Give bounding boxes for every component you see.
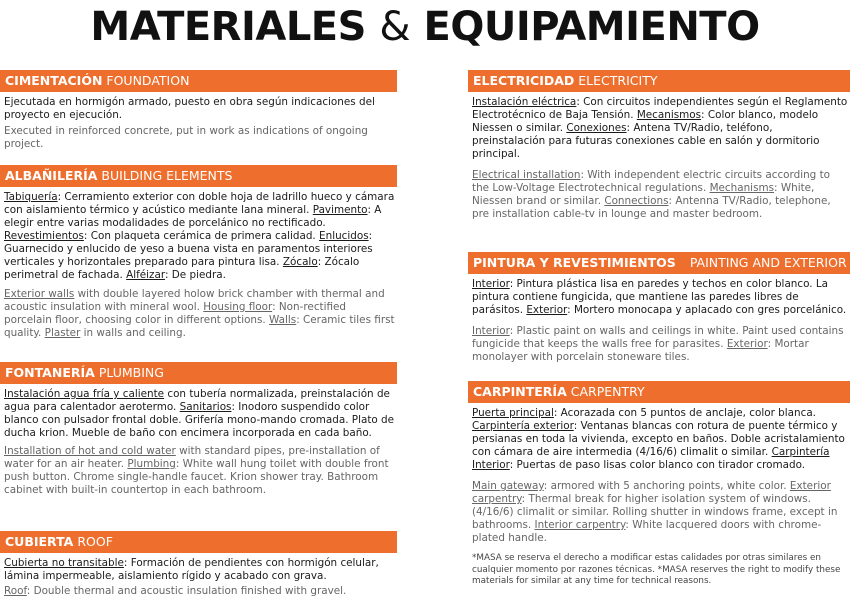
item-label: Interior carpentry (534, 519, 626, 531)
item-label: Cubierta no transitable (4, 557, 124, 569)
section-header-cubierta: CUBIERTA ROOF (0, 531, 397, 553)
item-label: Main gateway (472, 480, 544, 492)
title-part-1: MATERIALES (90, 4, 366, 50)
item-text: : Mortar monolayer with porcelain stoneware tiles. (472, 338, 809, 363)
item-label: Interior (472, 325, 510, 337)
item-text: with double layered holow brick chamber with thermal and acoustic insulation with mineral wool. (4, 288, 385, 313)
cubierta-text-en (0, 585, 397, 598)
item-text: : Antena TV/Radio, teléfono, preinstalación para futuras conexiones cable en salón y dormitorio principal. (472, 122, 820, 160)
item-text: : Con circuitos independientes según el Reglamento Electrotécnico de Baja Tensión. (472, 96, 848, 121)
section-fontaneria (0, 362, 397, 497)
item-label: Conexiones (566, 122, 627, 134)
section-albanileria (0, 165, 397, 340)
electricidad-text-en (468, 169, 850, 221)
item-label: Carpintería exterior (472, 420, 574, 432)
item-text: : Antenna TV/Radio, telephone, pre installation cable-tv in lounge and master bedroom. (472, 195, 831, 220)
item-label: Zócalo (282, 256, 318, 268)
item-text: : White, Niessen brand or similar. (472, 182, 815, 207)
item-text: : Non-rectified porcelain floor, choosing color in different options. (4, 301, 347, 326)
item-text: in walls and ceiling. (80, 327, 186, 339)
item-text: : Acorazada con 5 puntos de anclaje, color blanca. (553, 407, 816, 419)
fontaneria-text-es (0, 388, 397, 440)
item-text: : Guarnecido y enlucido de yeso a buena vista en paramentos interiores verticales y horizontales preparado para pintura lisa. (4, 230, 373, 268)
section-cimentacion (0, 70, 397, 151)
section-header-fontaneria: FONTANERÍA PLUMBING (0, 362, 397, 384)
item-text: : Con plaqueta cerámica de primera calidad. (83, 230, 320, 242)
item-text: con tubería normalizada, preinstalación de agua para calentador aerotermo. (4, 388, 390, 413)
cimentacion-text-es: Ejecutada en hormigón armado, puesto en obra según indicaciones del proyecto en ejecución. (4, 96, 375, 121)
section-header-cimentacion: CIMENTACIÓN FOUNDATION (0, 70, 397, 92)
item-label: Revestimientos (4, 230, 84, 242)
item-label: Walls (269, 314, 297, 326)
cubierta-text-es (0, 557, 397, 583)
item-text: : Zócalo perimetral de fachada. (4, 256, 360, 281)
item-text: : White wall hung toilet with double front push button. Chrome single-handle faucet. Krion shower tray. Bathroom cabinet with built-in countertop in each bathroom. (4, 458, 389, 496)
pintura-text-es (468, 278, 850, 317)
page-title (0, 4, 850, 50)
item-label: Sanitarios (179, 401, 232, 413)
item-text: : A elegir entre varias modalidades de porcelánico no rectificado. (4, 204, 382, 229)
footnote: *MASA se reserva el derecho a modificar estas calidades por otras similares en cualquier momento por razones técnicas. *MASA reserves the right to modify these materials for similar at any time for technical reasons. (472, 553, 841, 586)
item-text: : Cerramiento exterior con doble hoja de ladrillo hueco y cámara con aislamiento térmico y acústico mediante lana mineral. (4, 191, 395, 216)
item-label: Carpintería Interior (472, 446, 830, 471)
item-text: : Color blanco, modelo Niessen o similar. (472, 109, 819, 134)
item-label: Electrical installation (472, 169, 581, 181)
section-header-albanileria: ALBAÑILERÍA BUILDING ELEMENTS (0, 165, 397, 187)
electricidad-text-es (468, 96, 850, 161)
item-label: Tabiquería (4, 191, 58, 203)
item-text: : Formación de pendientes con hormigón celular, lámina impermeable, aislamiento rígido y acabado con grava. (4, 557, 379, 582)
item-label: Instalación agua fría y caliente (4, 388, 165, 400)
fontaneria-text-en (0, 445, 397, 497)
item-text: : armored with 5 anchoring points, white color. (543, 480, 790, 492)
item-label: Interior (472, 278, 510, 290)
item-label: Plumbing (127, 458, 176, 470)
item-label: Enlucidos (319, 230, 369, 242)
item-label: Pavimento (312, 204, 368, 216)
item-text: : Ceramic tiles first quality. (4, 314, 395, 339)
item-text: : Pintura plástica lisa en paredes y techos en color blanco. La pintura contiene fungicida, que mantiene las paredes libres de parásitos. (472, 278, 829, 316)
item-label: Mecanismos (636, 109, 702, 121)
section-pintura (468, 252, 850, 364)
section-header-carpinteria: CARPINTERÍA CARPENTRY (468, 381, 850, 403)
item-text: : Ventanas blancas con rotura de puente térmico y persianas en toda la vivienda, excepto en baños. Doble acristalamiento con cámara de aire intermedia (4/16/6) climalit o similar. (472, 420, 845, 458)
albanileria-text-en (0, 288, 397, 340)
item-label: Exterior (726, 338, 768, 350)
item-label: Exterior (526, 304, 568, 316)
item-text: : Plastic paint on walls and ceilings in white. Paint used contains fungicide that keeps the walls free for parasites. (472, 325, 844, 350)
item-text: : Mortero monocapa y aplacado con gres porcelánico. (567, 304, 847, 316)
title-ampersand: & (379, 4, 411, 50)
cimentacion-text-en: Executed in reinforced concrete, put in work as indications of ongoing project. (4, 125, 368, 150)
carpinteria-text-en (468, 480, 850, 545)
albanileria-text-es (0, 191, 397, 282)
section-header-electricidad: ELECTRICIDAD ELECTRICITY (468, 70, 850, 92)
item-label: Alféizar (126, 269, 165, 281)
item-label: Instalación eléctrica (472, 96, 577, 108)
item-text: : Double thermal and acoustic insulation finished with gravel. (26, 585, 347, 597)
item-text: : Thermal break for higher isolation system of windows. (4/16/6) climalit or similar. Rolling shutter in windows frame, except in bathrooms. (472, 493, 838, 531)
carpinteria-text-es (468, 407, 850, 472)
item-text: : De piedra. (164, 269, 226, 281)
section-electricidad (468, 70, 850, 221)
section-cubierta (0, 531, 397, 598)
item-label: Exterior carpentry (472, 480, 831, 505)
item-text: : White lacquered doors with chrome-plated handle. (472, 519, 822, 544)
item-text: : Inodoro suspendido color blanco con pulsador frontal doble. Grifería mono-mando cromada. Plato de ducha krion. Mueble de baño con encimera incorporada en cada baño. (4, 401, 395, 439)
section-header-pintura: PINTURA Y REVESTIMIENTOS PAINTING AND EXTERIOR (468, 252, 850, 274)
item-label: Puerta principal (472, 407, 554, 419)
item-label: Roof (4, 585, 27, 597)
title-part-2: EQUIPAMIENTO (423, 4, 760, 50)
item-label: Mechanisms (709, 182, 775, 194)
item-label: Connections (604, 195, 669, 207)
item-label: Housing floor (203, 301, 273, 313)
item-label: Plaster (44, 327, 81, 339)
item-text: : Puertas de paso lisas color blanco con tirador cromado. (509, 459, 806, 471)
item-label: Installation of hot and cold water (4, 445, 176, 457)
item-text: with standard pipes, pre-installation of water for an air heater. (4, 445, 380, 470)
item-label: Exterior walls (4, 288, 75, 300)
pintura-text-en (468, 325, 850, 364)
section-carpinteria (468, 381, 850, 588)
item-text: : With independent electric circuits according to the Low-Voltage Electrotechnical regulations. (472, 169, 831, 194)
